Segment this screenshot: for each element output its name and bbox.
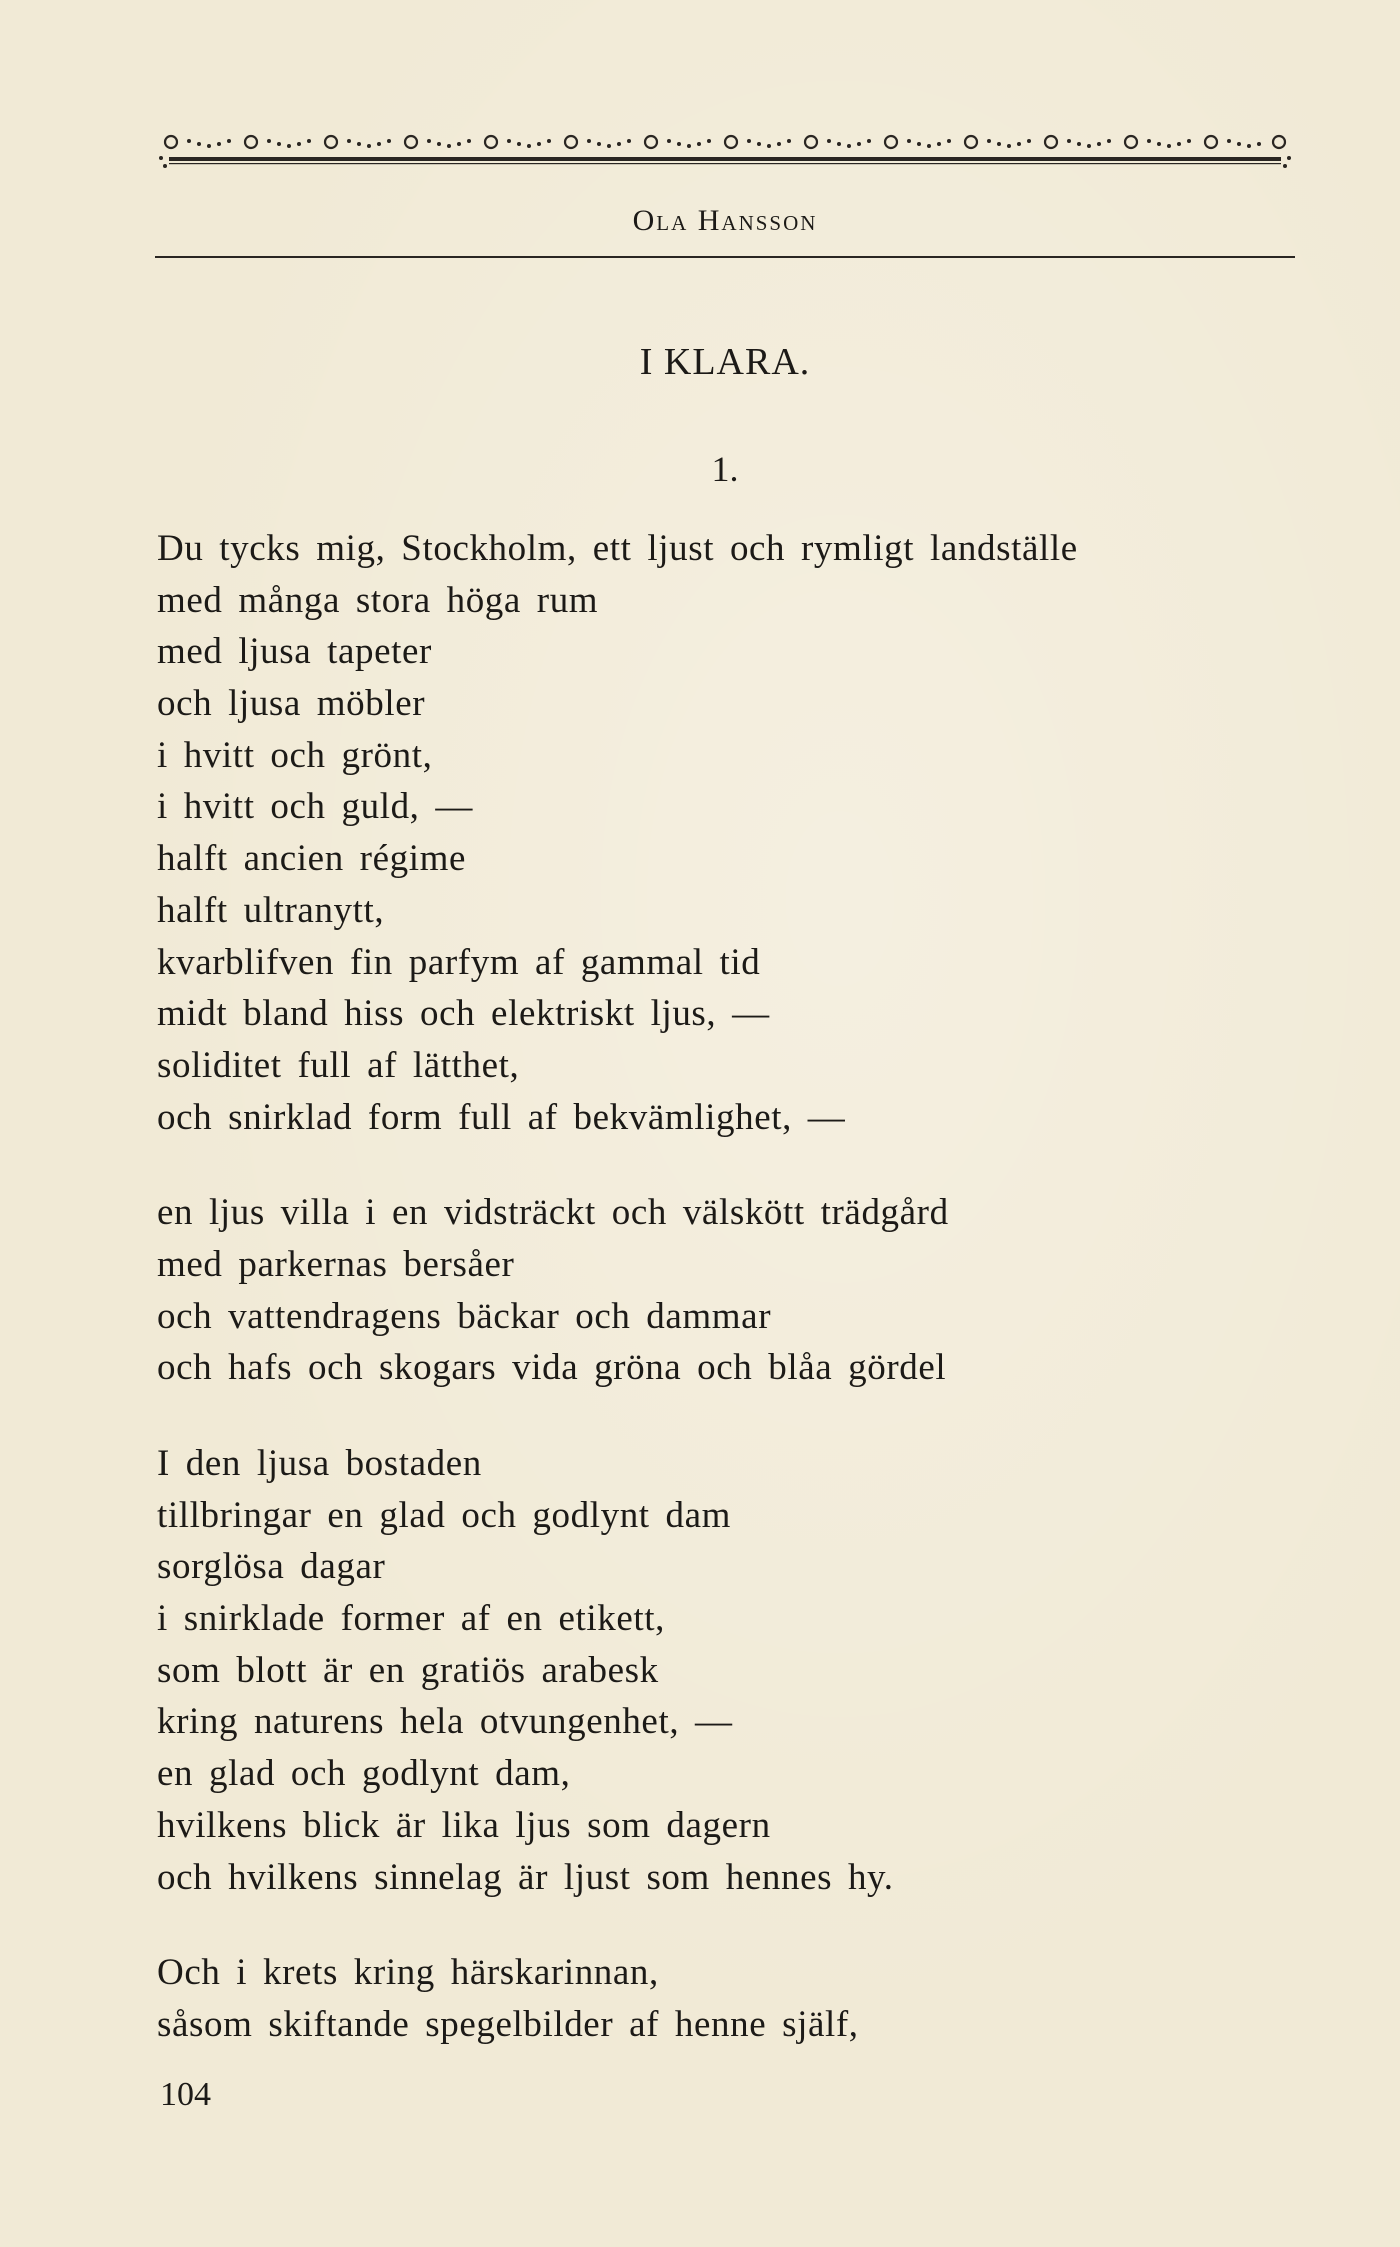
poem-line: hvilkens blick är lika ljus som dagern [157, 1804, 771, 1846]
running-head-author: Ola Hansson [632, 204, 818, 237]
poem-line: som blott är en gratiös arabesk [157, 1649, 659, 1691]
poem-line: I den ljusa bostaden [157, 1443, 482, 1484]
stanza-4 [157, 1947, 1297, 2050]
poem-line: såsom skiftande spegelbilder af henne själf, [157, 2003, 859, 2045]
poem-line: i hvitt och guld, — [157, 786, 473, 828]
page-number: 104 [160, 2076, 211, 2113]
poem-body [157, 523, 1297, 2051]
stanza-3 [157, 1438, 1297, 1903]
poem-line: Och i krets kring härskarinnan, [157, 1952, 659, 1994]
section-number: 1. [711, 449, 739, 489]
poem-title: I KLARA. [639, 341, 811, 383]
poem-line: en ljus villa i en vidsträckt och välskött trädgård [157, 1192, 949, 1234]
poem-line: Du tycks mig, Stockholm, ett ljust och rymligt landställe [157, 528, 1078, 569]
poem-line: och hvilkens sinnelag är ljust som hennes hy. [157, 1856, 894, 1898]
poem-line: och snirklad form full af bekvämlighet, — [157, 1096, 846, 1138]
poem-line: med ljusa tapeter [157, 631, 432, 673]
poem-line: midt bland hiss och elektriskt ljus, — [157, 993, 770, 1035]
poem-line: i hvitt och grönt, [157, 734, 433, 776]
poem-line: halft ancien régime [157, 838, 466, 880]
poem-line: och vattendragens bäckar och dammar [157, 1295, 772, 1337]
decorative-ornament-border [155, 128, 1295, 178]
poem-line: kring naturens hela otvungenhet, — [157, 1701, 733, 1743]
poem-line: tillbringar en glad och godlynt dam [157, 1494, 732, 1536]
poem-line: kvarblifven fin parfym af gammal tid [157, 941, 761, 983]
poem-line: i snirklade former af en etikett, [157, 1598, 665, 1640]
header-rule-divider [155, 256, 1295, 258]
stanza-2 [157, 1187, 1297, 1394]
poem-line: soliditet full af lätthet, [157, 1044, 520, 1086]
poem-line: en glad och godlynt dam, [157, 1753, 571, 1795]
poem-line: med många stora höga rum [157, 579, 599, 621]
poem-line: med parkernas bersåer [157, 1243, 515, 1285]
poem-line: och hafs och skogars vida gröna och blåa gördel [157, 1347, 947, 1389]
poem-line: sorglösa dagar [157, 1546, 386, 1588]
poem-line: halft ultranytt, [157, 889, 385, 931]
stanza-1 [157, 523, 1297, 1143]
poem-line: och ljusa möbler [157, 683, 426, 725]
